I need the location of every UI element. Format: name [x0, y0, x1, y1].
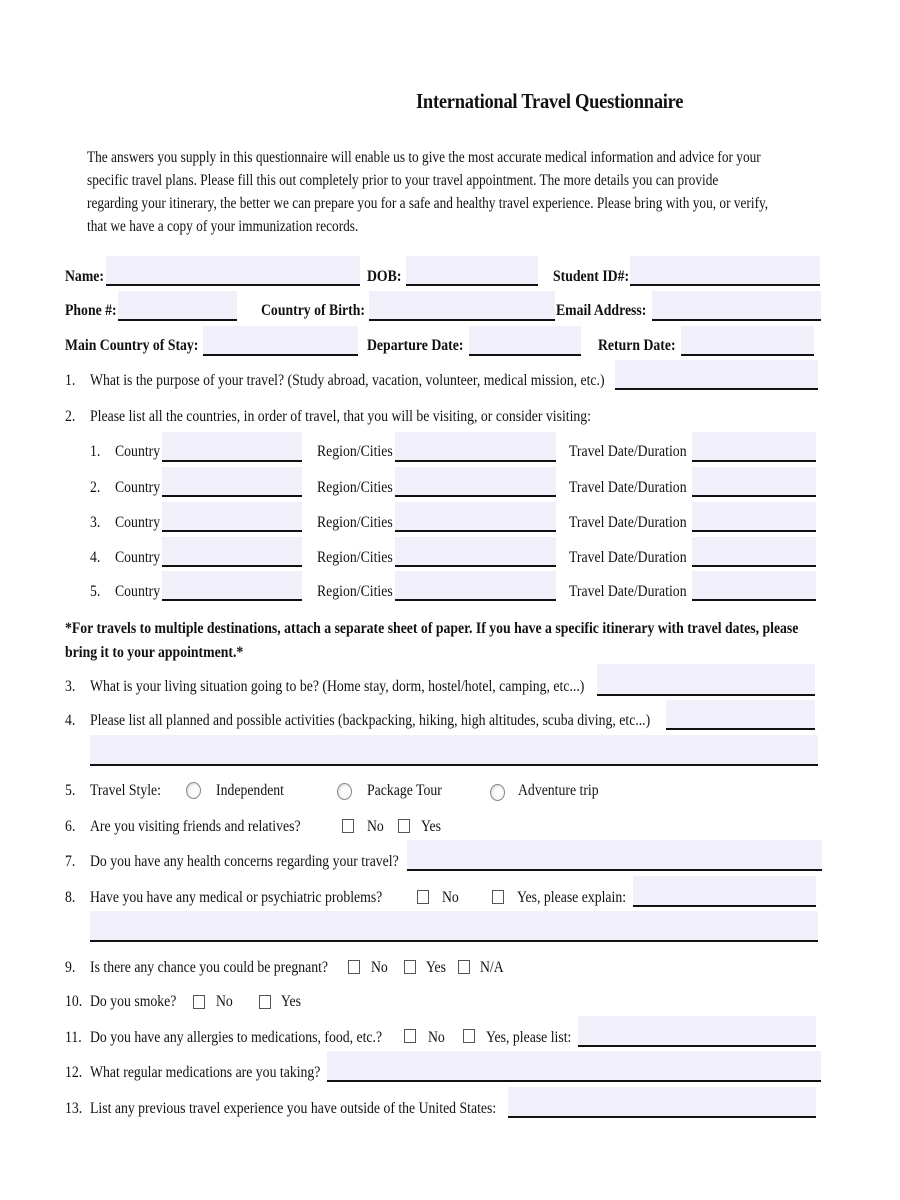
q10-yes-checkbox[interactable]	[259, 995, 271, 1009]
departure-field[interactable]	[469, 326, 581, 356]
date-label: Travel Date/Duration	[569, 583, 687, 600]
country-of-birth-input[interactable]	[369, 291, 555, 319]
q11-no-label: No	[428, 1029, 445, 1046]
dest-country-field[interactable]	[162, 467, 302, 497]
dest-country-input[interactable]	[162, 432, 302, 460]
dest-region-input[interactable]	[395, 502, 556, 530]
q6-yes-checkbox[interactable]	[398, 819, 410, 833]
option-package-tour-label: Package Tour	[367, 782, 442, 799]
dest-region-field[interactable]	[395, 537, 556, 567]
phone-label: Phone #:	[65, 302, 117, 319]
dest-date-field[interactable]	[692, 537, 816, 567]
q10-yes-label: Yes	[281, 993, 302, 1010]
date-label: Travel Date/Duration	[569, 514, 687, 531]
q8-yes-checkbox[interactable]	[492, 890, 504, 904]
dest-date-input[interactable]	[692, 502, 816, 530]
q11-yes-label: Yes, please list:	[486, 1029, 572, 1046]
radio-adventure-trip[interactable]	[490, 784, 505, 801]
intro-line-1: The answers you supply in this questionnaire will enable us to give the most accurate medical information and advice for your	[87, 149, 761, 166]
dob-field[interactable]	[406, 256, 538, 286]
dest-date-input[interactable]	[692, 571, 816, 599]
intro-line-4: that we have a copy of your immunization records.	[87, 218, 359, 235]
option-independent-label: Independent	[216, 782, 285, 799]
email-label: Email Address:	[556, 302, 647, 319]
q6-text: Are you visiting friends and relatives?	[90, 818, 301, 835]
dest-date-field[interactable]	[692, 571, 816, 601]
q6-no-checkbox[interactable]	[342, 819, 354, 833]
dest-country-field[interactable]	[162, 432, 302, 462]
q10-text: Do you smoke?	[90, 993, 177, 1010]
q8-explain-field-line-2[interactable]	[90, 911, 818, 942]
q6-number: 6.	[65, 818, 76, 835]
q11-number: 11.	[65, 1029, 82, 1046]
q4-activities-input-line-2[interactable]	[90, 735, 818, 764]
dest-region-input[interactable]	[395, 571, 556, 599]
option-adventure-trip-label: Adventure trip	[518, 782, 599, 799]
dest-country-input[interactable]	[162, 467, 302, 495]
region-label: Region/Cities	[317, 514, 393, 531]
q10-no-label: No	[216, 993, 233, 1010]
email-input[interactable]	[652, 291, 821, 319]
dest-row-number: 3.	[90, 514, 101, 531]
dest-country-input[interactable]	[162, 502, 302, 530]
q11-yes-checkbox[interactable]	[463, 1029, 475, 1043]
dest-row-number: 2.	[90, 479, 101, 496]
country-of-birth-field[interactable]	[369, 291, 555, 321]
country-label: Country	[115, 443, 161, 460]
return-input[interactable]	[681, 326, 814, 354]
q5-text: Travel Style:	[90, 782, 161, 799]
dest-row-number: 1.	[90, 443, 101, 460]
phone-input[interactable]	[118, 291, 237, 319]
q12-medications-input[interactable]	[327, 1051, 821, 1080]
dest-region-field[interactable]	[395, 502, 556, 532]
region-label: Region/Cities	[317, 479, 393, 496]
q7-number: 7.	[65, 853, 76, 870]
dest-date-input[interactable]	[692, 467, 816, 495]
q1-purpose-field[interactable]	[615, 360, 818, 390]
q7-health-concerns-field[interactable]	[407, 840, 822, 871]
dest-region-input[interactable]	[395, 537, 556, 565]
region-label: Region/Cities	[317, 549, 393, 566]
q9-text: Is there any chance you could be pregnant?	[90, 959, 329, 976]
q8-explain-field[interactable]	[633, 876, 816, 907]
q10-number: 10.	[65, 993, 83, 1010]
country-label: Country	[115, 479, 161, 496]
dob-input[interactable]	[406, 256, 538, 284]
q9-na-checkbox[interactable]	[458, 960, 470, 974]
q12-medications-field[interactable]	[327, 1051, 821, 1082]
name-field[interactable]	[106, 256, 360, 286]
student-id-input[interactable]	[630, 256, 820, 284]
email-field[interactable]	[652, 291, 821, 321]
radio-independent[interactable]	[186, 782, 201, 799]
departure-label: Departure Date:	[367, 337, 464, 354]
page-title: International Travel Questionnaire	[416, 89, 684, 113]
q3-text: What is your living situation going to be? (Home stay, dorm, hostel/hotel, camping, etc...)	[90, 678, 585, 695]
q9-number: 9.	[65, 959, 76, 976]
dest-date-input[interactable]	[692, 537, 816, 565]
q3-living-field[interactable]	[597, 664, 815, 696]
q4-text: Please list all planned and possible activities (backpacking, hiking, high altitudes, scuba diving, etc...)	[90, 712, 651, 729]
dest-country-input[interactable]	[162, 537, 302, 565]
q9-yes-checkbox[interactable]	[404, 960, 416, 974]
q5-number: 5.	[65, 782, 76, 799]
q8-explain-input-line-2[interactable]	[90, 911, 818, 940]
dest-country-field[interactable]	[162, 502, 302, 532]
q9-no-checkbox[interactable]	[348, 960, 360, 974]
name-label: Name:	[65, 268, 104, 285]
dest-country-field[interactable]	[162, 537, 302, 567]
dest-date-field[interactable]	[692, 432, 816, 462]
dest-country-input[interactable]	[162, 571, 302, 599]
dob-label: DOB:	[367, 268, 402, 285]
q1-number: 1.	[65, 372, 76, 389]
q8-no-label: No	[442, 889, 459, 906]
q4-activities-field-line-2[interactable]	[90, 735, 818, 766]
dest-region-field[interactable]	[395, 432, 556, 462]
intro-line-3: regarding your itinerary, the better we can prepare you for a safe and healthy travel experience. Please bring with you, or verify,	[87, 195, 769, 212]
q8-no-checkbox[interactable]	[417, 890, 429, 904]
dest-date-field[interactable]	[692, 467, 816, 497]
q6-yes-label: Yes	[421, 818, 442, 835]
q9-no-label: No	[371, 959, 388, 976]
region-label: Region/Cities	[317, 443, 393, 460]
q8-explain-input[interactable]	[633, 876, 816, 905]
phone-field[interactable]	[118, 291, 237, 321]
q12-number: 12.	[65, 1064, 83, 1081]
q3-living-input[interactable]	[597, 664, 815, 694]
q10-no-checkbox[interactable]	[193, 995, 205, 1009]
dest-row-number: 4.	[90, 549, 101, 566]
main-country-label: Main Country of Stay:	[65, 337, 199, 354]
q1-purpose-input[interactable]	[615, 360, 818, 388]
main-country-field[interactable]	[203, 326, 358, 356]
itinerary-note-line-1: *For travels to multiple destinations, attach a separate sheet of paper. If you have a specific itinerary with travel dates, please	[65, 620, 799, 637]
q12-text: What regular medications are you taking?	[90, 1064, 321, 1081]
dest-region-input[interactable]	[395, 467, 556, 495]
dest-row-number: 5.	[90, 583, 101, 600]
country-label: Country	[115, 549, 161, 566]
q6-no-label: No	[367, 818, 384, 835]
q1-text: What is the purpose of your travel? (Study abroad, vacation, volunteer, medical mission, etc.)	[90, 372, 605, 389]
return-field[interactable]	[681, 326, 814, 356]
q2-text: Please list all the countries, in order of travel, that you will be visiting, or consider visiting:	[90, 408, 592, 425]
date-label: Travel Date/Duration	[569, 549, 687, 566]
return-label: Return Date:	[598, 337, 676, 354]
q13-travel-experience-field[interactable]	[508, 1087, 816, 1118]
q8-number: 8.	[65, 889, 76, 906]
q2-number: 2.	[65, 408, 76, 425]
dest-region-field[interactable]	[395, 571, 556, 601]
name-input[interactable]	[106, 256, 360, 284]
q3-number: 3.	[65, 678, 76, 695]
q7-health-concerns-input[interactable]	[407, 840, 822, 869]
q8-text: Have you have any medical or psychiatric problems?	[90, 889, 383, 906]
q13-text: List any previous travel experience you have outside of the United States:	[90, 1100, 497, 1117]
dest-region-input[interactable]	[395, 432, 556, 460]
date-label: Travel Date/Duration	[569, 443, 687, 460]
country-of-birth-label: Country of Birth:	[261, 302, 365, 319]
main-country-input[interactable]	[203, 326, 358, 354]
dest-region-field[interactable]	[395, 467, 556, 497]
q11-allergies-input[interactable]	[578, 1016, 816, 1045]
date-label: Travel Date/Duration	[569, 479, 687, 496]
q13-number: 13.	[65, 1100, 83, 1117]
q4-activities-input[interactable]	[666, 700, 815, 728]
itinerary-note-line-2: bring it to your appointment.*	[65, 644, 244, 661]
q11-allergies-field[interactable]	[578, 1016, 816, 1047]
country-label: Country	[115, 583, 161, 600]
q4-number: 4.	[65, 712, 76, 729]
student-id-label: Student ID#:	[553, 268, 630, 285]
q7-text: Do you have any health concerns regarding your travel?	[90, 853, 399, 870]
intro-line-2: specific travel plans. Please fill this out completely prior to your travel appointment. The more details you can provide	[87, 172, 719, 189]
dest-date-input[interactable]	[692, 432, 816, 460]
q4-activities-field[interactable]	[666, 700, 815, 730]
q11-no-checkbox[interactable]	[404, 1029, 416, 1043]
dest-country-field[interactable]	[162, 571, 302, 601]
radio-package-tour[interactable]	[337, 783, 352, 800]
departure-input[interactable]	[469, 326, 581, 354]
q13-travel-experience-input[interactable]	[508, 1087, 816, 1116]
dest-date-field[interactable]	[692, 502, 816, 532]
country-label: Country	[115, 514, 161, 531]
region-label: Region/Cities	[317, 583, 393, 600]
student-id-field[interactable]	[630, 256, 820, 286]
q8-yes-label: Yes, please explain:	[517, 889, 627, 906]
q9-yes-label: Yes	[426, 959, 447, 976]
q9-na-label: N/A	[480, 959, 504, 976]
q11-text: Do you have any allergies to medications, food, etc.?	[90, 1029, 383, 1046]
